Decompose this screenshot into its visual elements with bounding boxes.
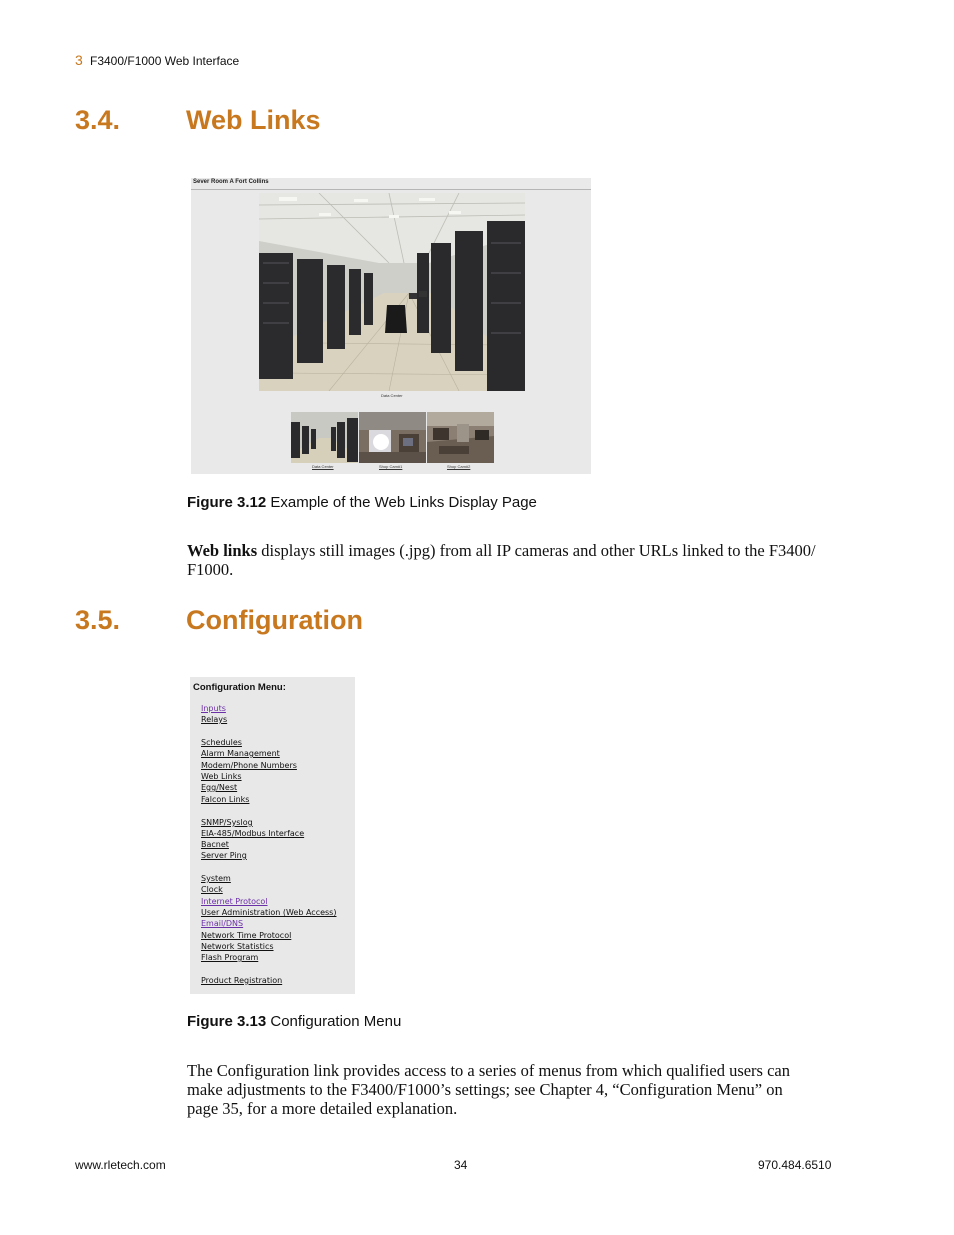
config-link-falcon-links[interactable]: Falcon Links bbox=[201, 795, 250, 804]
config-link-clock[interactable]: Clock bbox=[201, 885, 223, 894]
config-link-server-ping[interactable]: Server Ping bbox=[201, 851, 247, 860]
section-number-config: 3.5. bbox=[75, 605, 121, 635]
config-description bbox=[187, 1061, 877, 1118]
config-link-internet-protocol[interactable]: Internet Protocol bbox=[201, 897, 268, 906]
config-desc-line3: page 35, for a more detailed explanation. bbox=[187, 1099, 458, 1118]
weblinks-page-title: Sever Room A Fort Collins bbox=[193, 179, 269, 185]
thumbnail-label-data-center[interactable]: Data Center bbox=[312, 464, 334, 469]
weblinks-description bbox=[187, 541, 867, 579]
weblinks-term: Web links bbox=[187, 541, 258, 560]
figure-caption-text: Example of the Web Links Display Page bbox=[270, 494, 537, 511]
config-link-eia485-modbus[interactable]: EIA-485/Modbus Interface bbox=[201, 829, 305, 838]
config-link-modem-phone-numbers[interactable]: Modem/Phone Numbers bbox=[201, 761, 297, 770]
weblinks-screenshot bbox=[191, 178, 591, 474]
config-link-flash-program[interactable]: Flash Program bbox=[201, 953, 259, 962]
footer-page-number: 34 bbox=[454, 1158, 468, 1172]
config-desc-line1: The Configuration link provides access to a series of menus from which qualified users can bbox=[187, 1061, 790, 1080]
config-link-egg-nest[interactable]: Egg/Nest bbox=[201, 783, 238, 792]
figure-label: Figure 3.13 bbox=[187, 1013, 267, 1030]
config-link-snmp-syslog[interactable]: SNMP/Syslog bbox=[201, 818, 253, 827]
config-link-product-registration[interactable]: Product Registration bbox=[201, 976, 283, 985]
thumbnail-shop-cam-2[interactable] bbox=[427, 412, 494, 463]
section-number-weblinks: 3.4. bbox=[75, 105, 121, 135]
figure-label: Figure 3.12 bbox=[187, 494, 267, 511]
config-link-alarm-management[interactable]: Alarm Management bbox=[201, 749, 280, 758]
thumbnail-shop-cam-1[interactable] bbox=[359, 412, 426, 463]
footer-phone: 970.484.6510 bbox=[758, 1158, 832, 1172]
main-camera-image[interactable] bbox=[259, 193, 525, 391]
config-link-relays[interactable]: Relays bbox=[201, 715, 228, 724]
config-link-system[interactable]: System bbox=[201, 874, 231, 883]
config-link-network-time-protocol[interactable]: Network Time Protocol bbox=[201, 931, 292, 940]
config-menu-title: Configuration Menu: bbox=[193, 682, 286, 693]
config-link-user-administration[interactable]: User Administration (Web Access) bbox=[201, 908, 337, 917]
section-title-config: Configuration bbox=[186, 605, 363, 635]
config-link-web-links[interactable]: Web Links bbox=[201, 772, 242, 781]
title-divider bbox=[191, 189, 591, 190]
configuration-menu-screenshot bbox=[190, 677, 355, 994]
config-link-bacnet[interactable]: Bacnet bbox=[201, 840, 229, 849]
thumbnail-data-center[interactable] bbox=[291, 412, 358, 463]
weblinks-desc-line1: displays still images (.jpg) from all IP cameras and other URLs linked to the F3400/ bbox=[257, 541, 816, 560]
section-title-weblinks: Web Links bbox=[186, 105, 321, 135]
config-link-email-dns[interactable]: Email/DNS bbox=[201, 919, 244, 928]
thumbnail-label-shop-cam-1[interactable]: Shop Cam#1 bbox=[379, 464, 403, 469]
config-link-inputs[interactable]: Inputs bbox=[201, 704, 226, 713]
main-image-caption: Data Center bbox=[381, 393, 403, 398]
weblinks-desc-line2: F1000. bbox=[187, 560, 234, 579]
figure-caption-3-13 bbox=[187, 1013, 401, 1030]
footer-website: www.rletech.com bbox=[75, 1158, 166, 1172]
running-header-title: F3400/F1000 Web Interface bbox=[90, 54, 240, 68]
thumbnail-label-shop-cam-2[interactable]: Shop Cam#2 bbox=[447, 464, 471, 469]
config-link-network-statistics[interactable]: Network Statistics bbox=[201, 942, 274, 951]
config-link-schedules[interactable]: Schedules bbox=[201, 738, 242, 747]
chapter-number: 3 bbox=[75, 52, 83, 68]
figure-caption-text: Configuration Menu bbox=[270, 1013, 402, 1030]
figure-caption-3-12 bbox=[187, 494, 537, 511]
config-desc-line2: make adjustments to the F3400/F1000’s settings; see Chapter 4, “Configuration Menu” on bbox=[187, 1080, 783, 1099]
